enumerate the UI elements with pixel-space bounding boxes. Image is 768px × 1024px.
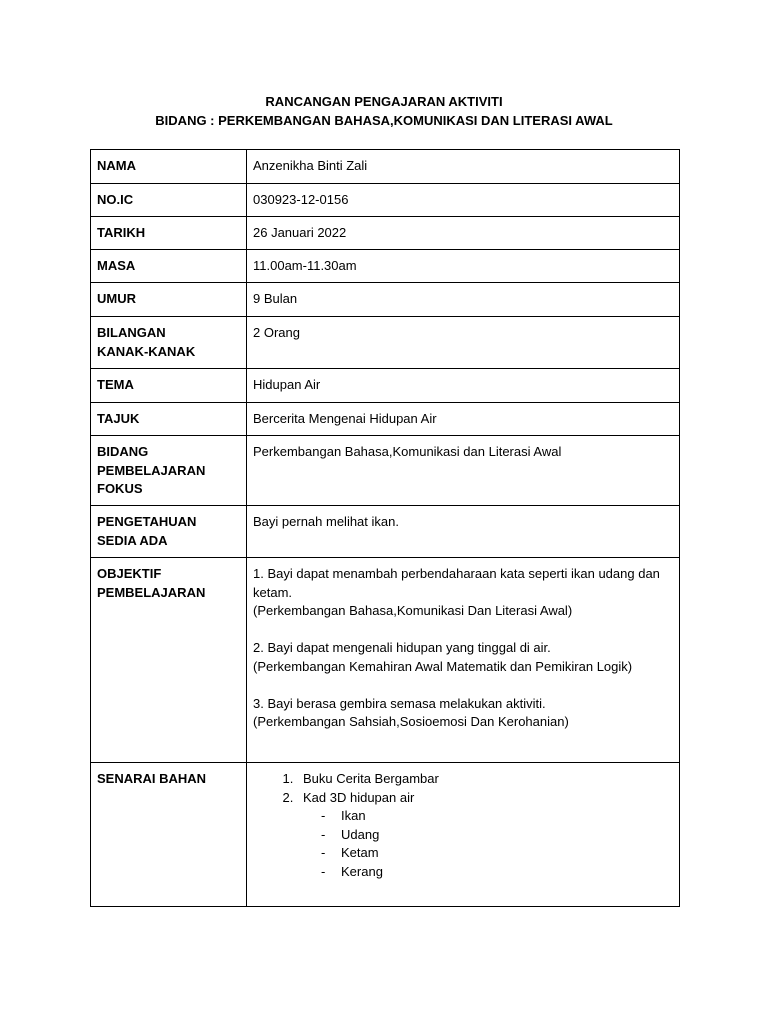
- row-value-tema: Hidupan Air: [247, 369, 680, 403]
- row-value-senarai: [247, 763, 680, 907]
- row-value-noic: 030923-12-0156: [247, 184, 680, 217]
- table-row: [91, 250, 680, 283]
- list-item: 1. Buku Cerita Bergambar: [297, 770, 673, 789]
- document-subtitle: BIDANG : PERKEMBANGAN BAHASA,KOMUNIKASI DAN LITERASI AWAL: [155, 113, 613, 128]
- row-value-pengetahuan: Bayi pernah melihat ikan.: [247, 506, 680, 558]
- materials-list: [253, 770, 673, 807]
- objective-3-text: 3. Bayi berasa gembira semasa melakukan aktiviti.: [253, 695, 546, 711]
- row-value-bidang: Perkembangan Bahasa,Komunikasi dan Literasi Awal: [247, 436, 680, 506]
- objective-1-note: (Perkembangan Bahasa,Komunikasi Dan Literasi Awal): [253, 603, 573, 618]
- row-value-nama: Anzenikha Binti Zali: [247, 150, 680, 184]
- row-label-tarikh: TARIKH: [91, 217, 247, 250]
- row-value-umur: 9 Bulan: [247, 283, 680, 317]
- objective-2-note: (Perkembangan Kemahiran Awal Matematik dan Pemikiran Logik): [253, 658, 633, 674]
- objective-2-text: 2. Bayi dapat mengenali hidupan yang tinggal di air.: [253, 640, 551, 655]
- row-label-nama: NAMA: [91, 150, 247, 184]
- table-row: [91, 763, 680, 907]
- materials-sublist: [253, 807, 673, 881]
- table-row: [91, 184, 680, 217]
- row-label-bilangan: BILANGAN KANAK-KANAK: [91, 317, 247, 369]
- row-value-objektif: [247, 558, 680, 763]
- row-label-tema: TEMA: [91, 369, 247, 403]
- row-label-objektif: OBJEKTIF PEMBELAJARAN: [91, 558, 247, 763]
- table-row: [91, 217, 680, 250]
- table-row: [91, 558, 680, 763]
- list-item: 2. Kad 3D hidupan air: [297, 789, 673, 808]
- document-title: RANCANGAN PENGAJARAN AKTIVITI: [265, 94, 503, 109]
- row-label-pengetahuan: PENGETAHUAN SEDIA ADA: [91, 506, 247, 558]
- row-value-tarikh: 26 Januari 2022: [247, 217, 680, 250]
- list-item: - Kerang: [321, 863, 673, 882]
- row-value-bilangan: 2 Orang: [247, 317, 680, 369]
- row-label-senarai: SENARAI BAHAN: [91, 763, 247, 907]
- row-value-tajuk: Bercerita Mengenai Hidupan Air: [247, 403, 680, 436]
- table-row: [91, 150, 680, 184]
- table-row: [91, 506, 680, 558]
- list-item: - Ikan: [321, 807, 673, 826]
- row-label-masa: MASA: [91, 250, 247, 283]
- table-row: [91, 436, 680, 506]
- row-label-noic: NO.IC: [91, 184, 247, 217]
- list-item: - Ketam: [321, 844, 673, 863]
- table-row: [91, 369, 680, 403]
- lesson-plan-table: [90, 149, 680, 907]
- table-row: [91, 403, 680, 436]
- objective-1-text: 1. Bayi dapat menambah perbendaharaan kata seperti ikan udang dan ketam.: [253, 566, 660, 600]
- objective-3-note: (Perkembangan Sahsiah,Sosioemosi Dan Kerohanian): [253, 714, 569, 729]
- table-row: [91, 283, 680, 317]
- row-label-bidang: BIDANG PEMBELAJARAN FOKUS: [91, 436, 247, 506]
- row-label-umur: UMUR: [91, 283, 247, 317]
- list-item: - Udang: [321, 826, 673, 845]
- row-label-tajuk: TAJUK: [91, 403, 247, 436]
- row-value-masa: 11.00am-11.30am: [247, 250, 680, 283]
- table-row: [91, 317, 680, 369]
